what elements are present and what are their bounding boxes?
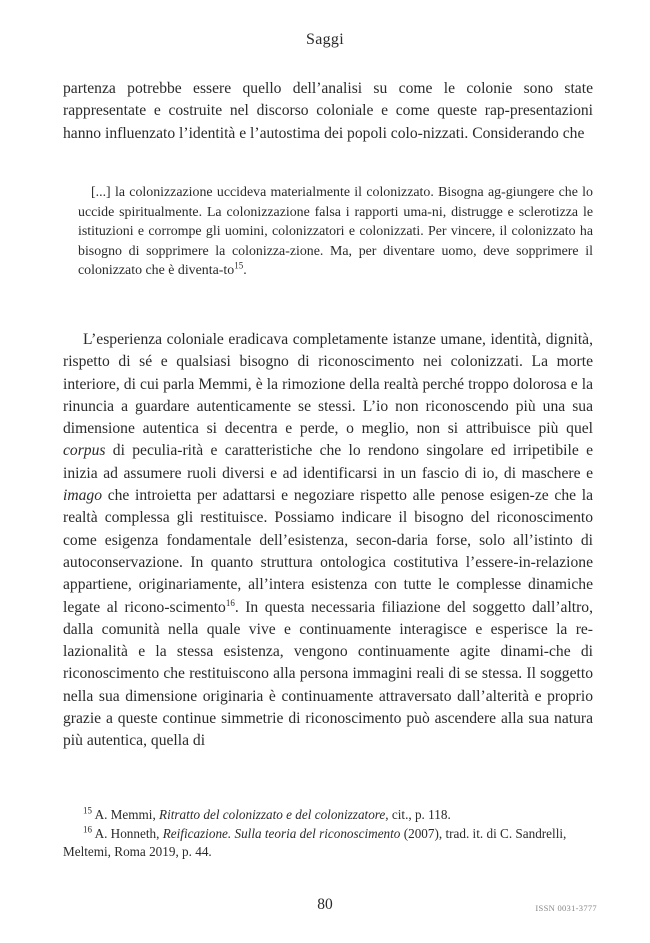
footnote-title: Ritratto del colonizzato e del colonizzatore (159, 807, 386, 822)
paragraph-2-text-a: L’esperienza coloniale eradicava completamente istanze umane, identità, dignità, rispetto di sé e qualsiasi bisogno di riconoscimento nei colonizzati. La morte interiore, di cui parla Memmi, è la rimozione della realtà perché troppo dolorosa e la rinuncia a guardare autenticamente se stessi. L’io non riconoscendo più una sua dimensione autentica si decentra e perde, o meglio, non si attribuisce più quel (63, 331, 593, 438)
footnote-15 (63, 806, 593, 825)
paragraph-2-text-d: . In questa necessaria filiazione del soggetto dall’altro, dalla comunità nella quale vive e continuamente interagisce e esperisce la re-lazionalità e la stessa esistenza, vengono continuamente agite dinami-che di riconoscimento che restituiscono alla persona immagini reali di se stessa. Il soggetto nella sua dimensione originaria è continuamente attraversato dall’alterità e proprio grazie a queste continue simmetrie di riconoscimento può ascendere alla sua natura più autentica, quella di (63, 598, 593, 750)
footnote-number: 15 (83, 805, 92, 816)
footnote-title: Reificazione. Sulla teoria del riconoscimento (162, 825, 401, 841)
paragraph-2-text-c: che introietta per adattarsi e negoziare rispetto alle penose esigen-ze che la realtà complessa gli restituisce. Possiamo indicare il bisogno del riconoscimento come esigenza fondamentale dell’esistenza, secon-daria forse, solo all’istinto di autoconservazione. In quanto struttura ontologica costitutiva l’essere-in-relazione appartiene, originariamente, all’intera esistenza con tutte le complesse dinamiche legate al ricono-scimento (63, 487, 593, 616)
page-number: 80 (317, 896, 333, 913)
quote-text: [...] la colonizzazione uccideva materialmente il colonizzato. Bisogna ag-giungere che lo uccide spiritualmente. La colonizzazione falsa i rapporti uma-ni, distrugge e sclerotizza le istituzioni e corrompe gli uomini, colonizzatori e colonizzati. Per vincere, il colonizzato ha bisogno di sopprimere la colonizza-zione. Ma, per diventare uomo, deve sopprimere il colonizzato che è diventa-to (78, 185, 593, 279)
italic-term-corpus: corpus (63, 442, 106, 460)
block-quote: [...] la colonizzazione uccideva materialmente il colonizzato. Bisogna ag-giungere che lo uccide spiritualmente. La colonizzazione falsa i rapporti uma-ni, distrugge e sclerotizza le istituzioni e corrompe gli uomini, colonizzatori e colonizzati. Per vincere, il colonizzato ha bisogno di sopprimere la colonizza-zione. Ma, per diventare uomo, deve sopprimere il colonizzato che è diventa-$to^{15}$. (78, 185, 593, 279)
running-header: Saggi (306, 31, 344, 48)
paragraph-2 (63, 329, 593, 753)
footnote-16 (63, 825, 593, 862)
paragraph-1: partenza potrebbe essere quello dell’analisi su come le colonie sono state rappresentate e costruite nel discorso coloniale e come queste rap-presentazioni hanno influenzato l’identità e l’autostima dei popoli colo-nizzati. Considerando che (63, 80, 593, 142)
issn-label: ISSN 0031-3777 (535, 903, 597, 913)
paragraph-2-text-b: di peculia-rità e caratteristiche che lo rendono singolare ed irripetibile e inizia ad assumere ruoli diversi e ad identificarsi in un fascio di io, di maschere e (63, 442, 593, 482)
footnote-text: A. Memmi, (92, 807, 160, 822)
footnote-ref-15[interactable]: 15 (234, 260, 244, 271)
footnote-text: A. Honneth, (92, 825, 163, 841)
footnote-number: 16 (83, 824, 92, 835)
footnote-ref-16[interactable]: 16 (225, 597, 235, 608)
footnote-text: (2007), trad. it. di C. Sandrelli, Meltemi, Roma 2019, p. 44. (63, 825, 567, 859)
footnotes (63, 806, 593, 862)
footnote-text: , cit., p. 118. (385, 807, 451, 822)
italic-term-imago: imago (63, 487, 102, 505)
